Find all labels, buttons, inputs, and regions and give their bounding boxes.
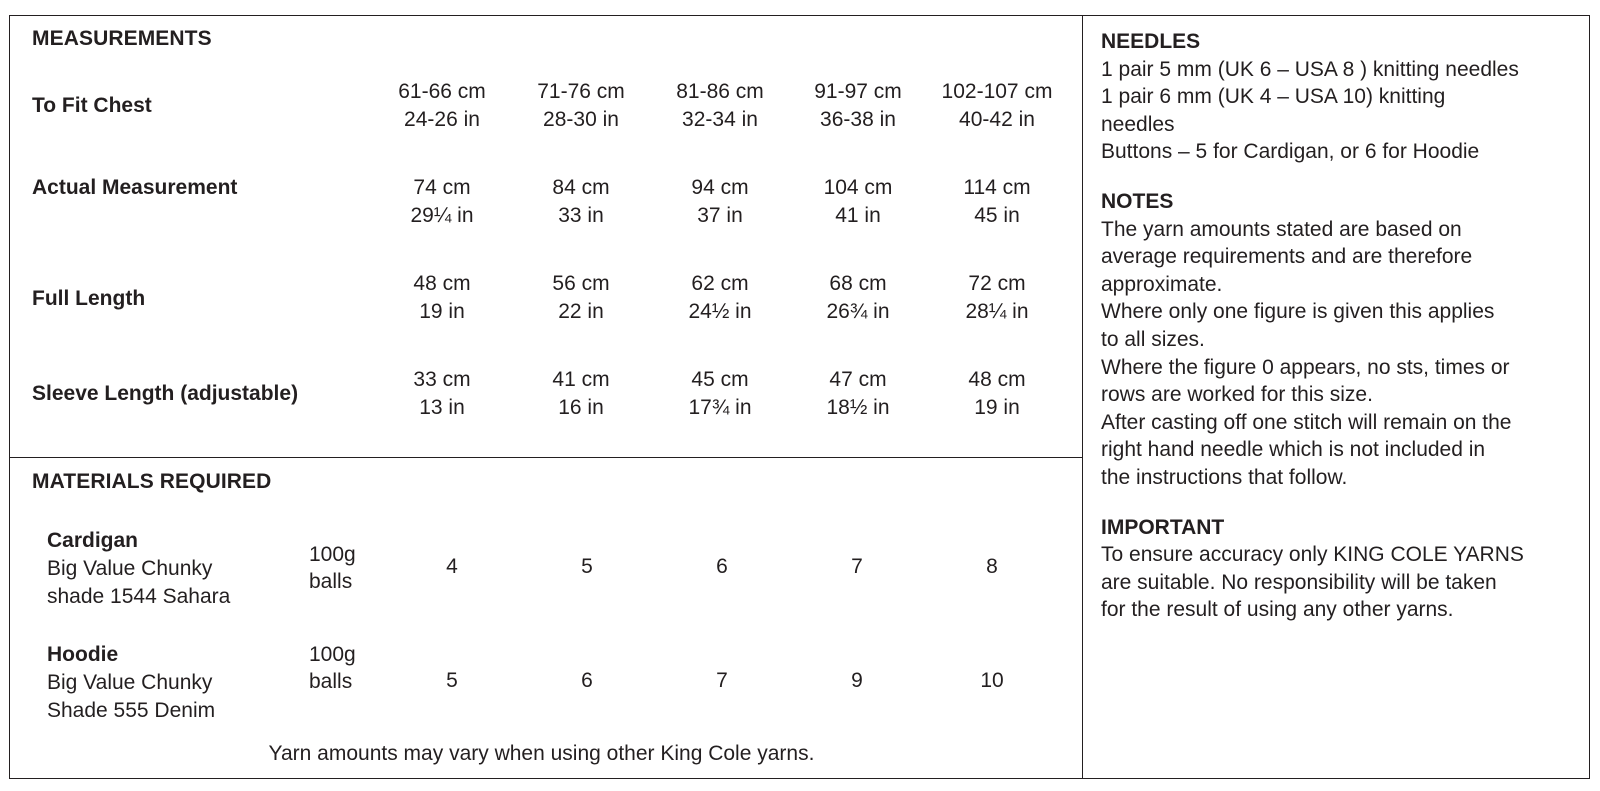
quantity: 9 [851,669,863,692]
notes-section [1101,188,1586,492]
cell: 81-86 cm 32-34 in [676,80,764,131]
needles-line: Buttons – 5 for Cardigan, or 6 for Hoodie [1101,140,1480,164]
important-line: for the result of using any other yarns. [1101,598,1454,622]
cell: 62 cm 24½ in [688,272,752,323]
quantity: 5 [581,555,593,578]
needles-line: 1 pair 6 mm (UK 4 – USA 10) knitting [1101,85,1446,109]
notes-line: average requirements and are therefore [1101,245,1473,269]
quantity: 4 [446,555,458,578]
material-yarn: Big Value Chunky [47,671,213,694]
material-unit: 100g balls [309,543,356,593]
material-name: Cardigan [47,529,139,552]
material-yarn: Big Value Chunky [47,557,213,580]
cell: 48 cm 19 in [413,272,471,323]
right-column [1101,28,1586,646]
cell: 72 cm 28¼ in [965,272,1029,323]
important-line: are suitable. No responsibility will be taken [1101,570,1497,594]
material-hoodie [47,641,215,725]
vertical-divider [1082,15,1083,779]
quantity: 10 [980,669,1004,692]
quantity: 7 [716,669,728,692]
important-line: To ensure accuracy only KING COLE YARNS [1101,543,1524,567]
cell: 71-76 cm 28-30 in [537,80,625,131]
cell: 102-107 cm 40-42 in [941,80,1053,131]
row-label-full-length: Full Length [32,287,146,310]
notes-line: the instructions that follow. [1101,465,1348,489]
horizontal-divider [9,457,1083,458]
notes-line: rows are worked for this size. [1101,383,1373,407]
cell: 84 cm 33 in [552,176,610,227]
notes-heading: NOTES [1101,189,1174,213]
row-label-actual: Actual Measurement [32,176,238,199]
notes-line: After casting off one stitch will remain on the [1101,410,1512,434]
cell: 94 cm 37 in [691,176,749,227]
material-shade: shade 1544 Sahara [47,585,231,608]
yarn-note: Yarn amounts may vary when using other King Cole yarns. [268,742,815,765]
notes-line: Where only one figure is given this applies [1101,300,1495,324]
cell: 68 cm 26¾ in [826,272,890,323]
cell: 114 cm 45 in [963,176,1031,227]
cell: 74 cm 29¼ in [410,176,474,227]
notes-line: right hand needle which is not included in [1101,438,1486,462]
materials-heading: MATERIALS REQUIRED [32,470,272,493]
material-name: Hoodie [47,643,119,666]
quantity: 5 [446,669,458,692]
cell: 33 cm 13 in [413,368,471,419]
important-heading: IMPORTANT [1101,515,1225,539]
needles-section [1101,28,1586,166]
needles-line: 1 pair 5 mm (UK 6 – USA 8 ) knitting needles [1101,57,1519,81]
notes-line: to all sizes. [1101,327,1205,351]
quantity: 6 [716,555,728,578]
quantity: 7 [851,555,863,578]
quantity: 6 [581,669,593,692]
row-label-sleeve: Sleeve Length (adjustable) [32,382,299,405]
notes-line: Where the figure 0 appears, no sts, times or [1101,355,1510,379]
measurements-heading: MEASUREMENTS [32,27,212,50]
cell: 91-97 cm 36-38 in [814,80,902,131]
row-label-chest: To Fit Chest [32,94,152,117]
cell: 104 cm 41 in [823,176,893,227]
important-section [1101,514,1586,624]
notes-line: approximate. [1101,272,1223,296]
material-shade: Shade 555 Denim [47,699,216,722]
material-unit: 100g balls [309,643,356,693]
quantity: 8 [986,555,998,578]
needles-heading: NEEDLES [1101,30,1201,53]
notes-line: The yarn amounts stated are based on [1101,217,1462,241]
cell: 45 cm 17¾ in [688,368,752,419]
needles-line: needles [1101,112,1175,136]
cell: 48 cm 19 in [968,368,1026,419]
cell: 61-66 cm 24-26 in [398,80,486,131]
cell: 47 cm 18½ in [826,368,890,419]
material-cardigan [47,527,230,611]
cell: 41 cm 16 in [552,368,610,419]
cell: 56 cm 22 in [552,272,610,323]
